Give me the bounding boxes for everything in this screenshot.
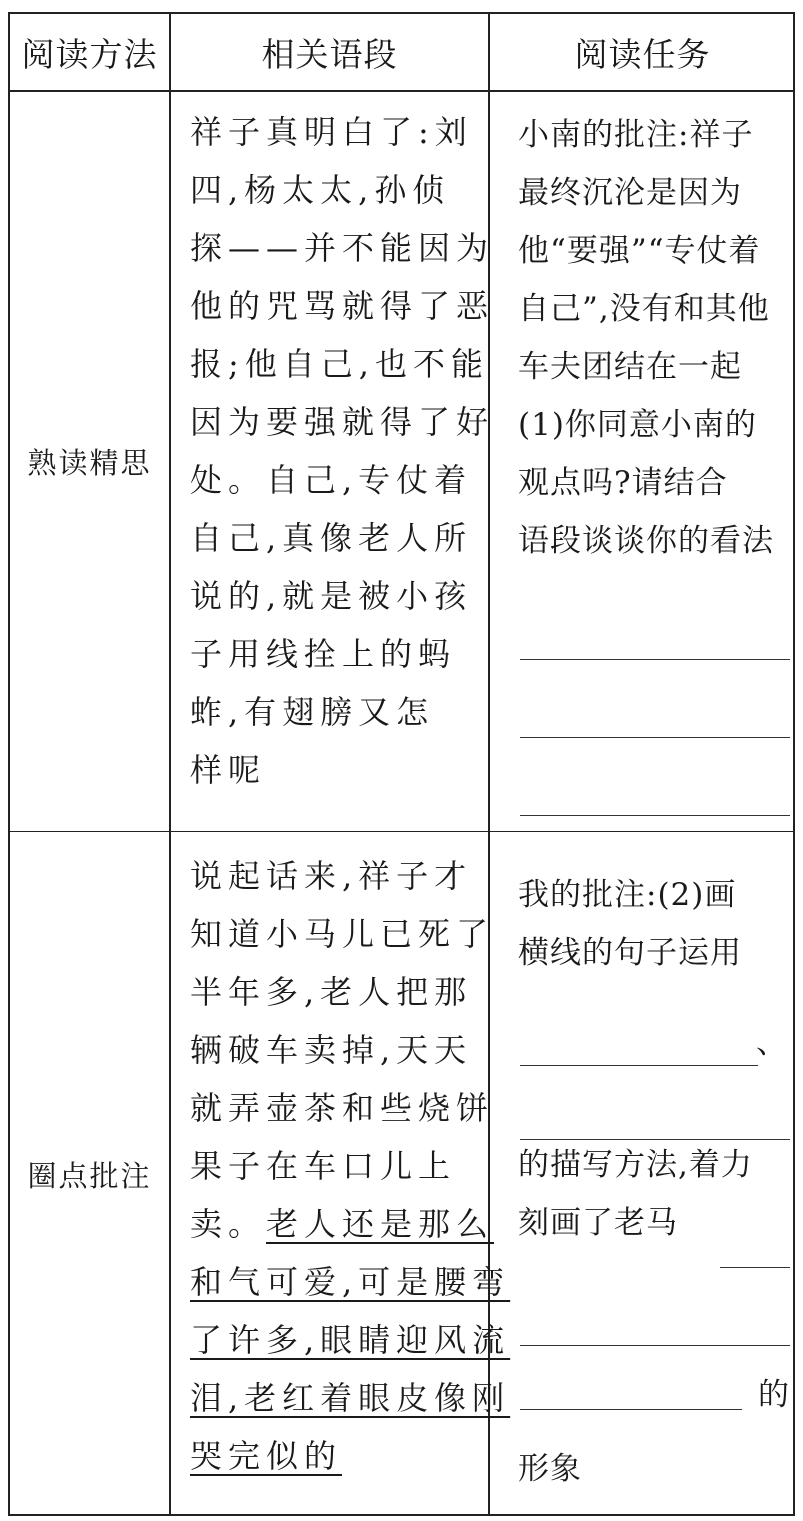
answer-blank-line[interactable]	[520, 1345, 790, 1346]
task-line: (1)你同意小南的	[518, 407, 757, 443]
row-divider	[10, 831, 793, 832]
column-divider	[169, 14, 171, 1514]
answer-blank-line[interactable]	[520, 659, 790, 660]
task-line: 车夫团结在一起	[518, 349, 742, 385]
passage-line: 探——并不能因为	[190, 229, 495, 267]
passage-line: 四,杨太太,孙侦	[190, 171, 451, 209]
passage-line: 就弄壶茶和些烧饼	[190, 1089, 495, 1127]
task-line: 的	[758, 1377, 790, 1413]
task-line: 刻画了老马	[518, 1205, 678, 1241]
answer-blank-line[interactable]	[520, 1139, 790, 1140]
header-passage: 相关语段	[261, 34, 398, 74]
answer-blank-line[interactable]	[520, 737, 790, 738]
passage-text	[190, 857, 511, 1510]
passage-line: 知道小马儿已死了	[190, 915, 495, 953]
reading-table	[8, 12, 795, 1516]
passage-line: 他的咒骂就得了恶	[190, 287, 495, 325]
passage-line: 说起话来,祥子才	[190, 857, 473, 895]
passage-line: 辆破车卖掉,天天	[190, 1031, 473, 1069]
task-line: 自己”,没有和其他	[518, 291, 770, 327]
passage-line: 半年多,老人把那	[190, 973, 473, 1011]
passage-line: 样呢	[190, 751, 267, 789]
passage-line: 蚱,有翅膀又怎	[190, 693, 435, 731]
task-line: 语段谈谈你的看法	[518, 523, 774, 559]
passage-line: 因为要强就得了好	[190, 403, 495, 441]
task-line: 他“要强”“专仗着	[518, 233, 761, 269]
task-line: 小南的批注:祥子	[518, 117, 754, 153]
passage-line: 报;他自己,也不能	[190, 345, 489, 383]
task-text	[518, 117, 793, 820]
underlined-sentence: 和气可爱,可是腰弯	[190, 1263, 511, 1301]
passage-plain-text: 卖。	[190, 1205, 267, 1243]
underlined-sentence: 了许多,眼睛迎风流	[190, 1321, 511, 1359]
passage-line: 祥子真明白了:刘	[190, 113, 473, 151]
task-line: 形象	[518, 1451, 582, 1487]
passage-line: 果子在车口儿上	[190, 1147, 457, 1185]
task-line: 最终沉沦是因为	[518, 175, 742, 211]
task-line: 的描写方法,着力	[518, 1147, 753, 1183]
answer-blank-line[interactable]	[520, 1065, 758, 1066]
task-line: 观点吗?请结合	[518, 465, 728, 501]
task-line: 横线的句子运用	[518, 935, 742, 971]
task-comma: 、	[756, 1025, 788, 1061]
passage-line: 子用线拴上的蚂	[190, 635, 457, 673]
underlined-sentence: 泪,老红着眼皮像刚	[190, 1379, 511, 1417]
task-line: 我的批注:(2)画	[518, 877, 737, 913]
passage-line: 处。自己,专仗着	[190, 461, 473, 499]
task-text	[518, 877, 793, 1520]
passage-line: 说的,就是被小孩	[190, 577, 473, 615]
passage-text	[190, 113, 495, 816]
answer-blank-line[interactable]	[520, 1409, 742, 1410]
method-label: 圈点批注	[27, 1159, 152, 1193]
header-method: 阅读方法	[21, 34, 158, 74]
answer-blank-line[interactable]	[720, 1267, 790, 1268]
underlined-sentence: 老人还是那么	[266, 1205, 495, 1243]
passage-line: 自己,真像老人所	[190, 519, 473, 557]
method-label: 熟读精思	[27, 446, 152, 480]
passage-line	[190, 1205, 495, 1243]
answer-blank-line[interactable]	[520, 815, 790, 816]
header-task: 阅读任务	[574, 34, 711, 74]
underlined-sentence: 哭完似的	[190, 1437, 343, 1475]
